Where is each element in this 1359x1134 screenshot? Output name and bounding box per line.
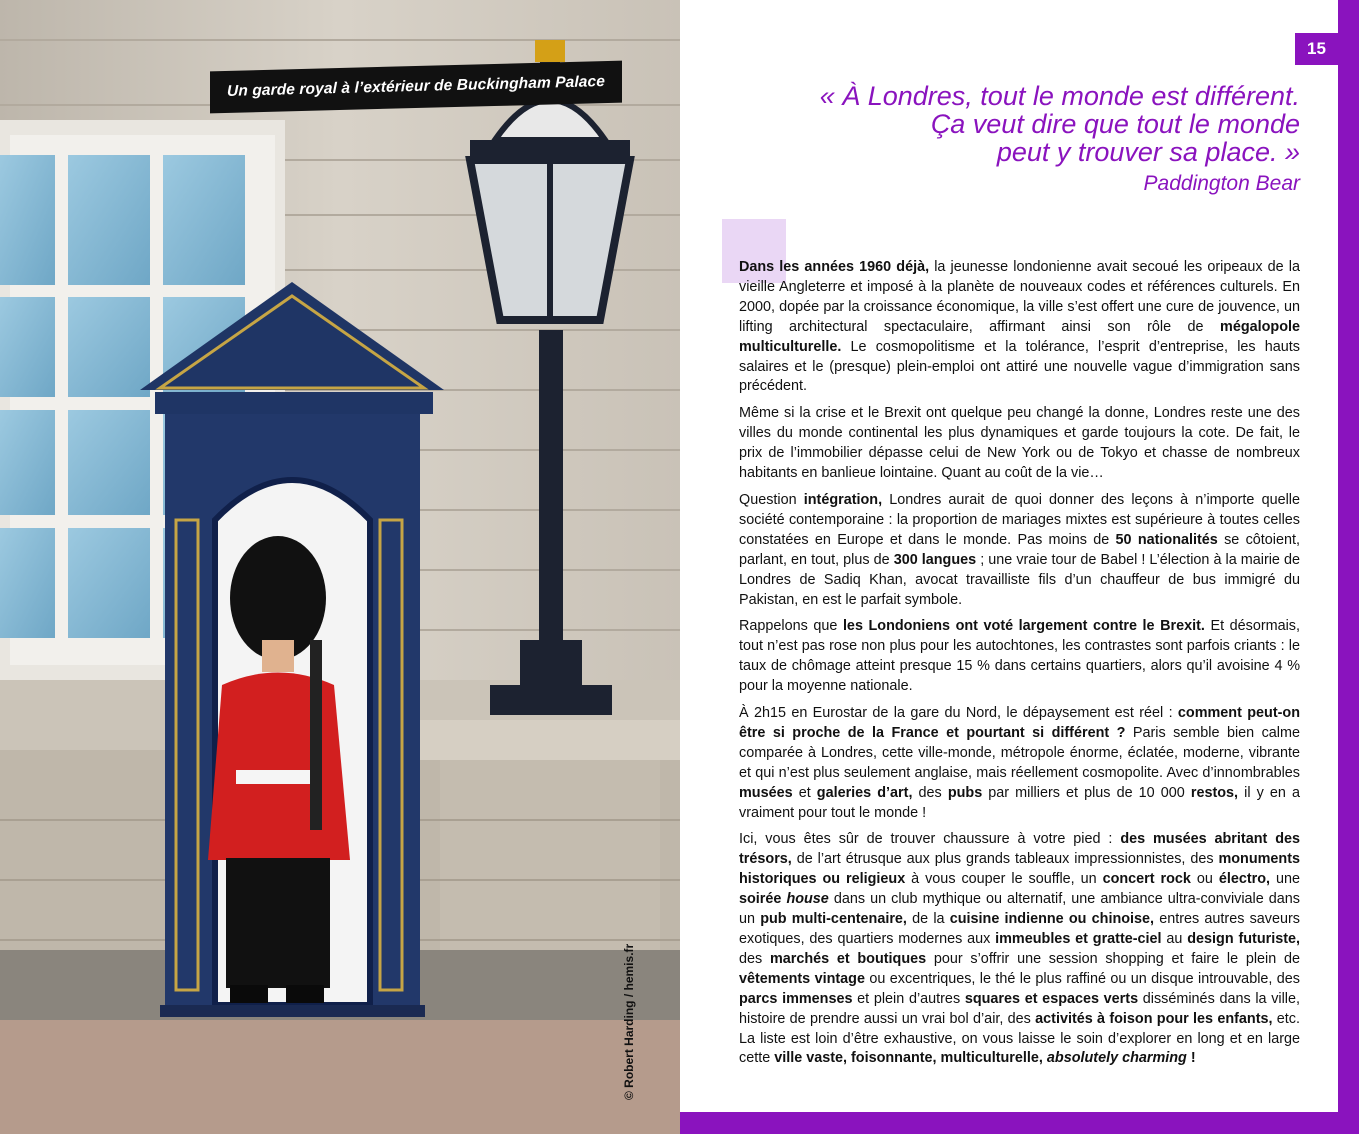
body-run: Londres aurait de quoi donner des leçons à n’importe quelle société contemporaine : la proportion de mariages mixtes est supérieure à toutes celles constatées en Europe et dans le monde. Pas moins de [739,491,1300,548]
emphasis-text: ville vaste, foisonnante, multiculturelle, [774,1050,1043,1067]
emphasis-text: house [786,891,829,908]
body-run: pour s’offrir une session shopping et faire le plein de [926,950,1300,967]
body-run: et [792,784,817,801]
quote-author: Paddington Bear [1143,172,1300,195]
emphasis-text: comment peut-on être si proche de la France et pourtant si différent ? [739,705,1300,741]
body-run: À 2h15 en Eurostar de la gare du Nord, le dépaysement est réel : [739,705,1178,722]
quote-line: « À Londres, tout le monde est différent. [819,81,1300,111]
emphasis-text: vêtements vintage [739,970,865,987]
photo-caption-text: Un garde royal à l’extérieur de Buckingham Palace [227,73,605,100]
body-run: Le cosmopolitisme et la tolérance, l’esprit d’entreprise, les hauts salaires et le (presque) plein-emploi ont attiré une nouvelle vague d’immigration sans précédent. [739,338,1300,395]
body-paragraph [739,830,1300,1069]
body-run: dans un club mythique ou alternatif, une ambiance ultra-conviviale dans un [739,891,1300,928]
emphasis-text: intégration, [803,491,883,508]
body-run: des [739,950,770,967]
body-run: Ici, vous êtes sûr de trouver chaussure à votre pied : [739,831,1121,848]
emphasis-text: musées [739,784,793,801]
body-paragraph [739,491,1300,610]
emphasis-text: mégalopole multiculturelle. [739,318,1300,355]
body-run: Même si la crise et le Brexit ont quelque peu changé la donne, Londres reste une des villes du monde continental les plus dynamiques et garde toujours la cote. De fait, le prix de l’immobilier dépasse celui de New York ou de Tokyo et chasse de nombreux habitants en banlieue lointaine. Quant au coût de la vie… [739,405,1300,482]
emphasis-text: ! [1186,1050,1196,1067]
emphasis-text: Dans les années 1960 déjà, [739,259,930,275]
emphasis-text: parcs immenses [739,990,853,1007]
body-run: disséminés dans la ville, histoire de prendre aussi un vrai bol d’air, des [739,990,1301,1027]
emphasis-text: design futuriste, [1187,931,1301,947]
photo-credit: © Robert Harding / hemis.fr [622,943,636,1100]
body-run: se côtoient, parlant, en tout, plus de [739,531,1300,568]
emphasis-text: marchés et boutiques [769,950,927,967]
emphasis-text: 300 langues [893,551,977,568]
epigraph-quote [760,82,1300,166]
body-run: à vous couper le souffle, un [905,871,1103,888]
emphasis-text: concert rock [1102,871,1191,888]
body-run: et plein d’autres [852,990,965,1007]
emphasis-text: pubs [947,784,983,801]
body-paragraph [739,704,1300,823]
emphasis-text: soirée [739,891,787,908]
body-run: ou [1190,871,1219,888]
body-run: Paris semble bien calme comparée à Londres, cette ville-monde, métropole énorme, éclatée, moderne, vibrante et qui n’est plus seulement anglaise, mais réellement cosmopolite. Avec d’innombrables [739,724,1300,781]
body-run: ou excentriques, le thé le plus raffiné ou un disque introuvable, des [864,970,1300,987]
page-number: 15 [1295,33,1338,65]
emphasis-text: des musées abritant des trésors, [739,831,1300,868]
emphasis-text: activités à foison pour les enfants, [1035,1010,1273,1027]
quote-line: Ça veut dire que tout le monde [930,109,1300,139]
body-paragraph [739,258,1300,397]
body-run: au [1161,931,1188,947]
body-run: Rappelons que [739,618,843,635]
body-run: de l’art étrusque aux plus grands tableaux impressionnistes, des [791,851,1219,868]
emphasis-text: cuisine indienne ou chinoise, [949,911,1155,928]
emphasis-text: les Londoniens ont voté largement contre le Brexit. [842,618,1205,635]
emphasis-text: pub multi-centenaire, [760,911,907,928]
bottom-accent-bar [680,1112,1359,1134]
emphasis-text: 50 nationalités [1115,531,1218,548]
body-run: Et désormais, tout n’est pas rose non plus pour les autochtones, les contrastes sont parfois criants : le taux de chômage atteint presque 15 % dans certains quartiers, alors qu’il avoisine 4 % pour la moyenne nationale. [739,618,1300,695]
body-run: par milliers et plus de 10 000 [982,784,1191,801]
emphasis-text: absolutely charming [1046,1050,1187,1067]
body-run: une [1270,871,1300,888]
body-run: entres autres saveurs exotiques, des quartiers modernes aux [739,911,1300,947]
body-run: etc. La liste est loin d’être exhaustive, on vous laisse le soin d’explorer en long et en large cette [739,1010,1300,1067]
body-run: ; une vraie tour de Babel ! L’élection à la mairie de Londres de Sadiq Khan, avocat travailliste fils d’un chauffeur de bus immigré du Pakistan, en est le parfait symbole. [739,551,1301,608]
right-accent-bar [1338,0,1359,1134]
body-text [739,258,1300,1076]
quote-line: peut y trouver sa place. » [996,137,1300,167]
emphasis-text: galeries d’art, [816,784,913,801]
body-run: de la [906,911,950,928]
body-run: la jeunesse londonienne avait secoué les oripeaux de la vieille Angleterre et imposé à la planète de nouveaux codes et références culturels. En 2000, dopée par la croissance économique, la ville s’est offert une cure de jouvence, un lifting architectural spectaculaire, affirmant ainsi son rôle de [739,259,1300,335]
emphasis-text: monuments historiques ou religieux [739,851,1300,888]
emphasis-text: squares et espaces verts [964,990,1139,1007]
body-run: des [912,784,948,801]
body-paragraph [739,617,1300,697]
body-run: Question [739,491,804,508]
emphasis-text: électro, [1218,871,1271,888]
emphasis-text: restos, [1190,784,1239,801]
body-run: il y en a vraiment pour tout le monde ! [739,784,1300,821]
emphasis-text: immeubles et gratte-ciel [995,931,1162,947]
body-paragraph [739,404,1300,484]
